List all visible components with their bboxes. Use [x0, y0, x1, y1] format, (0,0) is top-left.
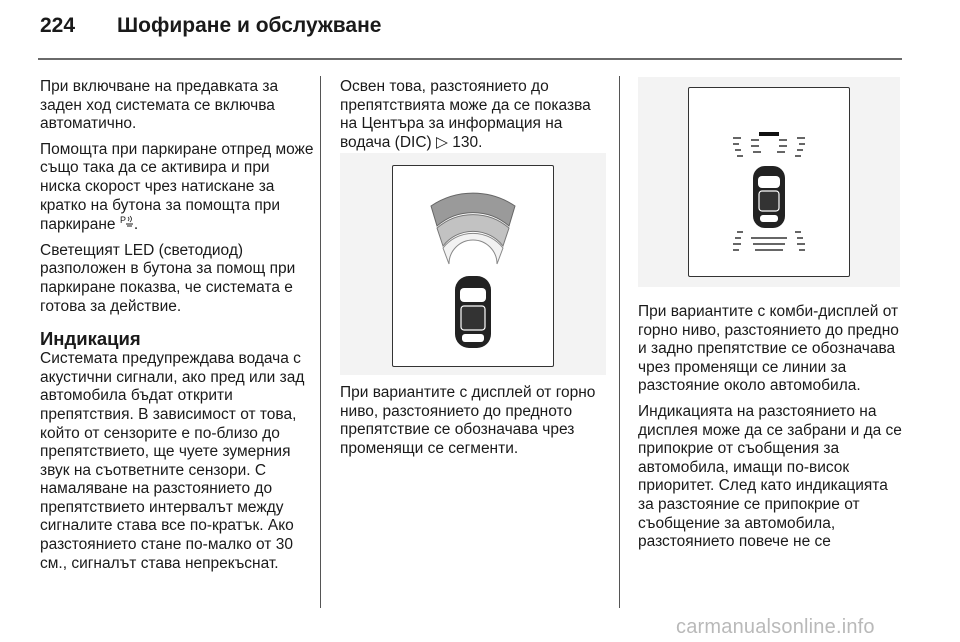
- page-header: [40, 14, 381, 44]
- page-number: 224: [40, 14, 76, 37]
- svg-text:P: P: [119, 215, 126, 226]
- column-2: [340, 78, 606, 159]
- header-rule: [38, 58, 902, 60]
- paragraph-acoustic-signals: Системата предупреждава водача с акустични сигнали, ако пред или зад автомобила бъдат открити препятствия. В зависимост от това, който от сензорите е по-близо до препятствието, ще чуете зумерния звук на съответните сензори. С намаляване на разстоянието до препятствието интервалът между сигналите става все по-кратък. Ако разстоянието стане по-малко от 30 см., сигналът става непрекъснат.: [40, 350, 305, 572]
- section-heading-indication: Индикация: [40, 328, 141, 350]
- paragraph-front-assist: [40, 141, 314, 235]
- car-top-view-icon-small: [753, 166, 785, 228]
- paragraph-dic: [340, 78, 606, 152]
- paragraph-priority-messages: Индикацията на разстоянието на дисплея може да се забрани и да се припокрие от съобщения за автомобила, имащи по-висок приоритет. След като индикацията за разстояние се припокрие от съобщение за автомобила, разстоянието повече не се: [638, 402, 902, 551]
- page-title: Шофиране и обслужване: [117, 14, 382, 37]
- figure-segment-display: [340, 153, 606, 375]
- car-top-view-icon: [455, 276, 491, 348]
- display-screen-distance-lines: [688, 87, 850, 277]
- paragraph-reverse-gear: При включване на предавката за заден ход системата се включва автоматично.: [40, 78, 279, 133]
- paragraph-dic-end: .: [478, 133, 483, 151]
- figure-distance-lines-display: [638, 77, 900, 287]
- park-assist-icon: [120, 215, 134, 228]
- column-divider-1: [320, 76, 321, 608]
- watermark: carmanualsonline.info: [676, 616, 875, 638]
- column-divider-2: [619, 76, 620, 608]
- paragraph-segments: При вариантите с дисплей от горно ниво, разстоянието до предното препятствие се обозначава чрез променящи се сегменти.: [340, 384, 596, 457]
- paragraph-combi-display: При вариантите с комби-дисплей от горно ниво, разстоянието до предно и задно препятствие се обозначава чрез променящи се линии за разстояние около автомобила.: [638, 303, 899, 395]
- paragraph-front-assist-text: Помощта при паркиране отпред може също така да се активира и при ниска скорост чрез натискане за кратко на бутона за помощта при паркиране: [40, 140, 314, 234]
- paragraph-dic-text: Освен това, разстоянието до препятствията може да се показва на Центъра за информация на водача (DIC): [340, 78, 591, 151]
- display-screen-segments: [392, 165, 554, 367]
- column-3: [638, 303, 906, 559]
- paragraph-led: Светещият LED (светодиод) разположен в бутона за помощ при паркиране показва, че системата е готова за действие.: [40, 241, 296, 315]
- page-reference-number[interactable]: 130: [452, 133, 479, 151]
- page-reference-icon: ▷: [436, 133, 448, 151]
- paragraph-front-assist-end: .: [133, 216, 139, 234]
- column-2-lower: [340, 384, 606, 465]
- column-1: [40, 78, 314, 580]
